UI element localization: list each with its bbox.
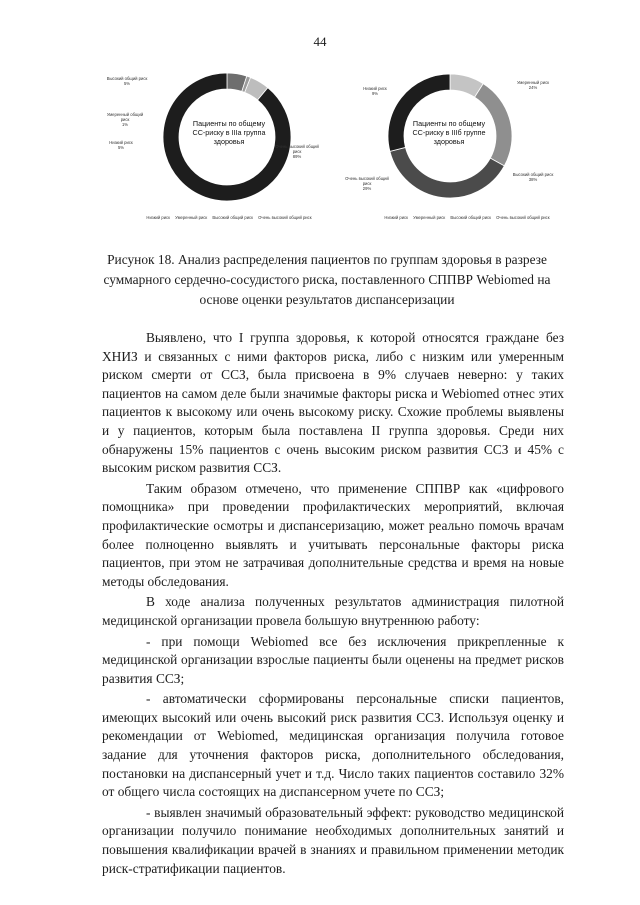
legend-item: Высокий общий риск	[450, 215, 491, 220]
slice-label: Высокий общий риск 5%	[106, 76, 148, 86]
slice-label: Низкий риск 5%	[109, 140, 133, 150]
slice-label: Очень высокий общий риск 89%	[275, 144, 319, 159]
slice-label: Умеренный общий риск 1%	[106, 112, 144, 127]
donut-slice	[390, 147, 504, 198]
legend-item: Низкий риск	[384, 215, 408, 220]
paragraph: Выявлено, что I группа здоровья, к которой относятся граждане без ХНИЗ и связанных с ними факторов риска, либо с низким или умеренным риском смерти от ССЗ, была присвоена в 9% случаев неверно: у таких пациентов на самом деле были значимые факторы риска и Webiomed отнес этих пациентов к высокому или очень высокому риску. Схожие проблемы выявлены и у пациентов, которым была поставлена II группа здоровья. Среди них обнаружены 15% пациентов с очень высоким риском развития ССЗ и 45% с высоким риском развития ССЗ.	[102, 330, 564, 476]
slice-label: Высокий общий риск 38%	[512, 172, 554, 182]
slice-label: Очень высокий общий риск 29%	[345, 176, 389, 191]
paragraph: - автоматически сформированы персональные списки пациентов, имеющих высокий или очень высокий риск развития ССЗ. Используя оценку и рекомендации от Webiomed, медицинская организация получила готовое задание для уточнения факторов риска, дополнительного обследования, постановки на диспансерный учет и т.д. Число таких пациентов составило 32% от общего числа состоящих на диспансерном учете по ССЗ;	[102, 691, 564, 800]
body-text	[102, 329, 564, 880]
slice-label: Умеренный риск 24%	[516, 80, 550, 90]
legend-item: Умеренный риск	[175, 215, 208, 220]
donut-chart-iiib	[342, 66, 592, 224]
legend-item: Очень высокий общий риск	[258, 215, 312, 220]
chart-legend	[104, 215, 354, 220]
figure-caption: Рисунок 18. Анализ распределения пациентов по группам здоровья в разрезе суммарного сердечно-сосудистого риска, поставленного СППВР Webiomed на основе оценки результатов диспансеризации	[103, 252, 551, 307]
legend-item: Низкий риск	[146, 215, 170, 220]
slice-label: Низкий риск 9%	[363, 86, 387, 96]
legend-item: Очень высокий общий риск	[496, 215, 550, 220]
donut-center-label: Пациенты по общему СС-риску в IIIа группа здоровья	[192, 119, 266, 146]
paragraph: - выявлен значимый образовательный эффект: руководство медицинской организации получило понимание необходимых дополнительных занятий и повышения квалификации врачей в знаниях и правильном применении методик риск-стратификации пациентов.	[102, 804, 564, 876]
paragraph: В ходе анализа полученных результатов администрация пилотной медицинской организации провела большую внутреннюю работу:	[102, 594, 564, 628]
donut-center-label: Пациенты по общему СС-риску в IIIб группе здоровья	[412, 119, 486, 146]
chart-legend	[342, 215, 592, 220]
legend-item: Высокий общий риск	[212, 215, 253, 220]
paragraph: Таким образом отмечено, что применение СППВР как «цифрового помощника» при проведении профилактических мероприятий, включая профилактические осмотры и диспансеризацию, может реально помочь врачам более полноценно выявлять и учитывать персональные факторы риска пациентов, при этом не затрачивая дополнительные средства и время на новые методы обследования.	[102, 480, 564, 589]
donut-chart-iiia	[104, 66, 354, 224]
legend-item: Умеренный риск	[413, 215, 446, 220]
page-number: 44	[313, 34, 327, 49]
paragraph: - при помощи Webiomed все без исключения прикрепленные к медицинской организации взрослые пациенты были оценены на предмет рисков развития ССЗ;	[102, 633, 564, 686]
